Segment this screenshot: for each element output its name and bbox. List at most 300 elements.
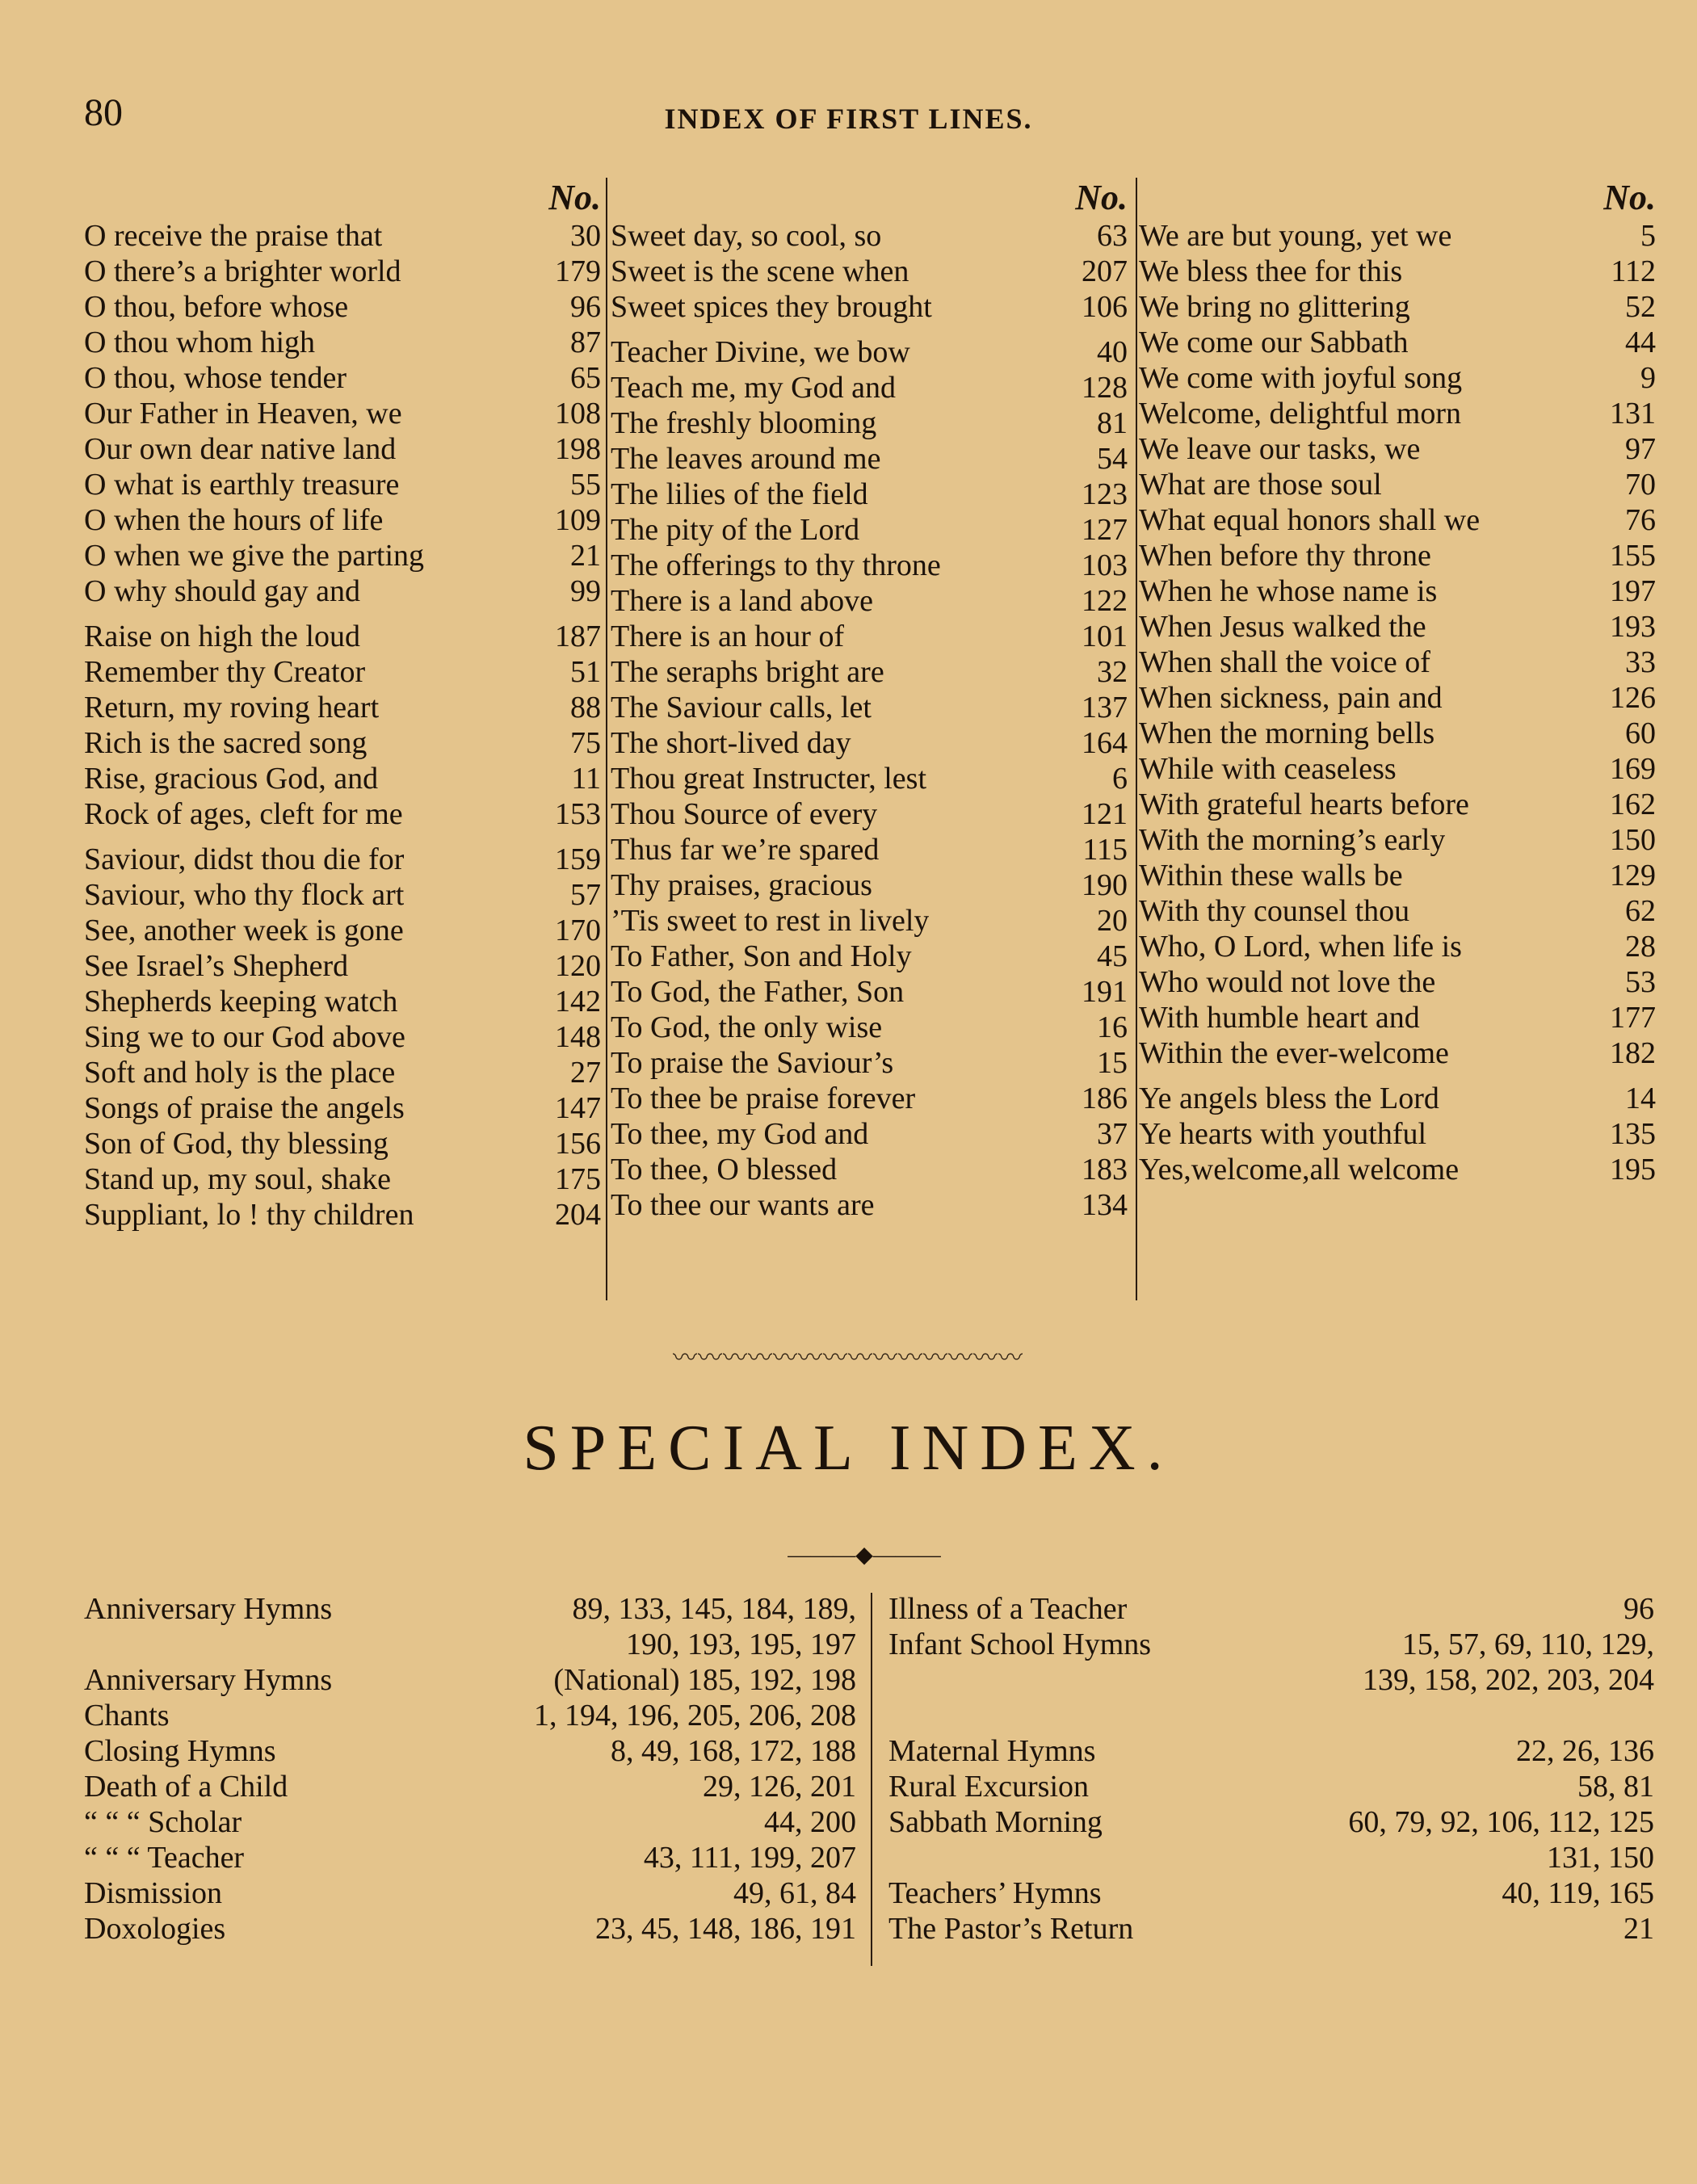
- first-line: O when the hours of life: [84, 503, 384, 537]
- hymn-number: 175: [555, 1162, 601, 1196]
- first-line: When sickness, pain and: [1139, 681, 1443, 715]
- hymn-number: 52: [1625, 290, 1656, 324]
- letter-group-gap: [611, 325, 1128, 334]
- hymn-number: 76: [1625, 503, 1656, 537]
- special-index-entry: [888, 1769, 1654, 1804]
- hymn-number: 57: [570, 878, 601, 912]
- first-line: We leave our tasks, we: [1139, 432, 1421, 466]
- index-entry: [611, 690, 1128, 725]
- hymn-number: 207: [1082, 254, 1128, 288]
- hymn-number: 169: [1610, 752, 1656, 786]
- first-line: Saviour, didst thou die for: [84, 842, 405, 876]
- hymn-number: 191: [1082, 975, 1128, 1009]
- index-entry: [611, 583, 1128, 619]
- hymn-number: 156: [555, 1127, 601, 1161]
- first-line: Within these walls be: [1139, 859, 1403, 892]
- hymn-number: 88: [570, 691, 601, 724]
- hymn-numbers: 44, 200: [764, 1805, 856, 1839]
- first-line: Who, O Lord, when life is: [1139, 930, 1462, 964]
- index-entry: [84, 984, 601, 1019]
- first-line: ’Tis sweet to rest in lively: [611, 904, 930, 938]
- first-line: When the morning bells: [1139, 716, 1435, 750]
- page-number: 80: [84, 91, 123, 134]
- hymn-number: 120: [555, 949, 601, 983]
- hymn-number: 123: [1082, 477, 1128, 511]
- special-index-entry: [888, 1733, 1654, 1769]
- first-line: Ye angels bless the Lord: [1139, 1082, 1439, 1115]
- first-line: When Jesus walked the: [1139, 610, 1426, 644]
- index-entry: [84, 913, 601, 948]
- number-column-heading: No.: [1603, 178, 1656, 217]
- first-line: We bless thee for this: [1139, 254, 1403, 288]
- hymn-number: 33: [1625, 645, 1656, 679]
- first-line: We bring no glittering: [1139, 290, 1410, 324]
- hymn-number: 60: [1625, 716, 1656, 750]
- topic-label: Anniversary Hymns: [84, 1663, 333, 1697]
- index-entry: [84, 502, 601, 538]
- hymn-number: 70: [1625, 468, 1656, 502]
- index-entry: [84, 1197, 601, 1233]
- first-line: See Israel’s Shepherd: [84, 949, 349, 983]
- index-entry: [1139, 254, 1656, 289]
- hymn-numbers: 49, 61, 84: [733, 1876, 856, 1910]
- hymn-numbers: 23, 45, 148, 186, 191: [595, 1912, 856, 1946]
- first-line: When before thy throne: [1139, 539, 1431, 573]
- index-entry: [611, 441, 1128, 477]
- first-line: To Father, Son and Holy: [611, 939, 912, 973]
- first-line: With thy counsel thou: [1139, 894, 1410, 928]
- first-line: To thee, O blessed: [611, 1153, 838, 1186]
- first-line: The freshly blooming: [611, 406, 877, 440]
- special-index-entry: [888, 1911, 1654, 1947]
- index-entry: [84, 796, 601, 832]
- first-line: To God, the only wise: [611, 1010, 883, 1044]
- number-column-heading: No.: [548, 178, 601, 217]
- first-line: There is an hour of: [611, 620, 845, 653]
- first-line: While with ceaseless: [1139, 752, 1397, 786]
- hymn-number: 54: [1097, 442, 1128, 476]
- hymn-number: 30: [570, 219, 601, 253]
- first-line: Sweet day, so cool, so: [611, 219, 882, 253]
- special-index-entry: [84, 1733, 856, 1769]
- first-line: Our own dear native land: [84, 432, 397, 466]
- index-entry: [84, 690, 601, 725]
- hymn-number: 155: [1610, 539, 1656, 573]
- hymn-number: 14: [1625, 1082, 1656, 1115]
- hymn-number: 65: [570, 361, 601, 395]
- hymn-number: 101: [1082, 620, 1128, 653]
- index-entry: [611, 974, 1128, 1010]
- first-line: Teach me, my God and: [611, 371, 896, 405]
- first-line: Suppliant, lo ! thy children: [84, 1198, 414, 1232]
- hymn-number: 187: [555, 620, 601, 653]
- first-line: Sweet spices they brought: [611, 290, 932, 324]
- index-entry: [1139, 751, 1656, 787]
- index-entry: [1139, 1116, 1656, 1152]
- hymn-numbers: 29, 126, 201: [703, 1770, 856, 1804]
- index-entry: [84, 218, 601, 254]
- hymn-number: 159: [555, 842, 601, 876]
- hymn-numbers: 21: [1623, 1912, 1654, 1946]
- hymn-number: 63: [1097, 219, 1128, 253]
- hymn-numbers: 89, 133, 145, 184, 189, 190, 193, 195, 197: [572, 1592, 856, 1661]
- first-line: To thee our wants are: [611, 1188, 875, 1222]
- index-entry: [84, 948, 601, 984]
- first-line: Shepherds keeping watch: [84, 985, 398, 1018]
- hymn-number: 11: [571, 762, 601, 796]
- first-line: Our Father in Heaven, we: [84, 397, 402, 430]
- first-line: Ye hearts with youthful: [1139, 1117, 1427, 1151]
- first-line: Within the ever-welcome: [1139, 1036, 1449, 1070]
- hymn-number: 27: [570, 1056, 601, 1090]
- first-line: Sweet is the scene when: [611, 254, 909, 288]
- special-index-entry: [84, 1662, 856, 1698]
- topic-label: The Pastor’s Return: [888, 1912, 1134, 1946]
- first-line: O why should gay and: [84, 574, 360, 608]
- number-column-heading: No.: [1075, 178, 1128, 217]
- first-line: What are those soul: [1139, 468, 1382, 502]
- hymn-number: 28: [1625, 930, 1656, 964]
- index-entry: [1139, 289, 1656, 325]
- index-entry: [84, 1090, 601, 1126]
- running-header: INDEX OF FIRST LINES.: [664, 103, 1033, 135]
- first-line: The short-lived day: [611, 726, 851, 760]
- first-line: Raise on high the loud: [84, 620, 360, 653]
- index-entry: [1139, 1000, 1656, 1035]
- first-line: With the morning’s early: [1139, 823, 1446, 857]
- index-entry: [611, 654, 1128, 690]
- first-line: Thy praises, gracious: [611, 868, 872, 902]
- hymn-number: 135: [1610, 1117, 1656, 1151]
- index-entry: [84, 573, 601, 609]
- first-line: What equal honors shall we: [1139, 503, 1481, 537]
- first-line: The seraphs bright are: [611, 655, 884, 689]
- first-line: Saviour, who thy flock art: [84, 878, 405, 912]
- first-line: To thee, my God and: [611, 1117, 869, 1151]
- first-line: O there’s a brighter world: [84, 254, 401, 288]
- index-column-w-to-y: [1139, 178, 1656, 1187]
- hymn-number: 37: [1097, 1117, 1128, 1151]
- index-entry: [1139, 467, 1656, 502]
- first-line: Songs of praise the angels: [84, 1091, 405, 1125]
- first-line: Thou great Instructer, lest: [611, 762, 927, 796]
- topic-label: Chants: [84, 1699, 170, 1732]
- index-entry: [84, 654, 601, 690]
- first-line: To thee be praise forever: [611, 1082, 916, 1115]
- special-index-entry: [888, 1804, 1654, 1875]
- first-line: Son of God, thy blessing: [84, 1127, 389, 1161]
- hymn-numbers: 8, 49, 168, 172, 188: [611, 1734, 856, 1768]
- index-entry: [1139, 609, 1656, 645]
- index-entry: [84, 254, 601, 289]
- hymn-numbers: (National) 185, 192, 198: [553, 1663, 856, 1697]
- hymn-number: 121: [1082, 797, 1128, 831]
- hymn-numbers: 22, 26, 136: [1516, 1734, 1654, 1768]
- topic-label: Illness of a Teacher: [888, 1592, 1128, 1626]
- hymn-number: 197: [1610, 574, 1656, 608]
- index-entry: [1139, 1081, 1656, 1116]
- first-line: We come with joyful song: [1139, 361, 1463, 395]
- first-line: With grateful hearts before: [1139, 788, 1469, 821]
- first-line: Teacher Divine, we bow: [611, 335, 910, 369]
- hymn-number: 53: [1625, 965, 1656, 999]
- hymn-number: 115: [1082, 833, 1128, 867]
- hymn-number: 182: [1610, 1036, 1656, 1070]
- hymn-number: 55: [570, 468, 601, 502]
- hymn-number: 40: [1097, 335, 1128, 369]
- topic-label: Sabbath Morning: [888, 1805, 1103, 1839]
- special-index-right-column: [888, 1591, 1654, 1947]
- hymn-numbers: 15, 57, 69, 110, 129, 139, 158, 202, 203, 204: [1363, 1628, 1654, 1697]
- first-line: O when we give the parting: [84, 539, 425, 573]
- hymn-numbers: 1, 194, 196, 205, 206, 208: [534, 1699, 856, 1732]
- index-entry: [611, 1152, 1128, 1187]
- first-line: Welcome, delightful morn: [1139, 397, 1461, 430]
- index-entry: [1139, 502, 1656, 538]
- first-line: Thou Source of every: [611, 797, 878, 831]
- special-index-entry: [888, 1875, 1654, 1911]
- hymn-number: 177: [1610, 1001, 1656, 1035]
- first-line: The offerings to thy throne: [611, 548, 941, 582]
- topic-label: Infant School Hymns: [888, 1628, 1152, 1661]
- first-line: The pity of the Lord: [611, 513, 860, 547]
- title-rule-ornament: ———◆———: [788, 1543, 941, 1568]
- hymn-number: 21: [570, 539, 601, 573]
- first-line: Yes,welcome,all welcome: [1139, 1153, 1460, 1186]
- topic-label: “ “ “ Teacher: [84, 1841, 245, 1875]
- special-index-entry: [84, 1875, 856, 1911]
- first-line: Soft and holy is the place: [84, 1056, 396, 1090]
- index-entry: [84, 725, 601, 761]
- hymn-number: 32: [1097, 655, 1128, 689]
- index-entry: [1139, 680, 1656, 716]
- first-line: Return, my roving heart: [84, 691, 380, 724]
- spacer: [888, 1698, 1654, 1733]
- index-entry: [84, 1161, 601, 1197]
- index-entry: [1139, 645, 1656, 680]
- hymn-number: 44: [1625, 326, 1656, 359]
- index-entry: [611, 725, 1128, 761]
- hymn-number: 126: [1610, 681, 1656, 715]
- hymn-number: 62: [1625, 894, 1656, 928]
- index-entry: [611, 761, 1128, 796]
- hymn-number: 148: [555, 1020, 601, 1054]
- hymn-number: 198: [555, 432, 601, 466]
- index-entry: [611, 1010, 1128, 1045]
- index-entry: [611, 370, 1128, 405]
- first-line: O what is earthly treasure: [84, 468, 400, 502]
- index-entry: [1139, 893, 1656, 929]
- first-line: When he whose name is: [1139, 574, 1438, 608]
- hymn-number: 170: [555, 914, 601, 947]
- first-line: O thou whom high: [84, 326, 316, 359]
- topic-label: Doxologies: [84, 1912, 226, 1946]
- index-entry: [611, 1081, 1128, 1116]
- special-index-entry: [84, 1911, 856, 1947]
- first-line: To God, the Father, Son: [611, 975, 905, 1009]
- special-index-entry: [888, 1627, 1654, 1698]
- hymn-number: 179: [555, 254, 601, 288]
- letter-group-gap: [84, 609, 601, 619]
- hymn-number: 162: [1610, 788, 1656, 821]
- topic-label: Dismission: [84, 1876, 223, 1910]
- index-entry: [611, 867, 1128, 903]
- letter-group-gap: [1139, 1071, 1656, 1081]
- hymn-numbers: 58, 81: [1577, 1770, 1654, 1804]
- index-entry: [1139, 218, 1656, 254]
- index-entry: [611, 218, 1128, 254]
- hymn-number: 129: [1610, 859, 1656, 892]
- topic-label: Death of a Child: [84, 1770, 288, 1804]
- index-entry: [611, 254, 1128, 289]
- index-entry: [611, 939, 1128, 974]
- first-line: Stand up, my soul, shake: [84, 1162, 391, 1196]
- index-entry: [611, 512, 1128, 548]
- letter-group-gap: [84, 832, 601, 842]
- index-entry: [611, 903, 1128, 939]
- first-line: See, another week is gone: [84, 914, 404, 947]
- index-entry: [1139, 360, 1656, 396]
- index-column-s-to-t: [611, 178, 1128, 1223]
- hymn-number: 6: [1112, 762, 1128, 796]
- index-entry: [611, 796, 1128, 832]
- index-entry: [611, 289, 1128, 325]
- column-divider: [606, 178, 607, 1300]
- index-entry: [611, 832, 1128, 867]
- hymn-number: 128: [1082, 371, 1128, 405]
- column-divider: [1136, 178, 1137, 1300]
- topic-label: Maternal Hymns: [888, 1734, 1096, 1768]
- hymn-number: 16: [1097, 1010, 1128, 1044]
- index-entry: [84, 289, 601, 325]
- hymn-number: 137: [1082, 691, 1128, 724]
- index-entry: [84, 360, 601, 396]
- hymn-number: 183: [1082, 1153, 1128, 1186]
- special-index-entry: [84, 1769, 856, 1804]
- special-index-entry: [84, 1840, 856, 1875]
- hymn-number: 106: [1082, 290, 1128, 324]
- hymn-numbers: 96: [1623, 1592, 1654, 1626]
- hymn-numbers: 60, 79, 92, 106, 112, 125 131, 150: [1348, 1805, 1654, 1875]
- hymn-number: 131: [1610, 397, 1656, 430]
- hymn-numbers: 40, 119, 165: [1502, 1876, 1654, 1910]
- ornamental-divider: 〰〰〰〰〰〰〰〰〰〰〰〰〰〰: [673, 1345, 1023, 1371]
- first-line: The leaves around me: [611, 442, 881, 476]
- index-entry: [84, 842, 601, 877]
- index-entry: [611, 548, 1128, 583]
- index-entry: [1139, 787, 1656, 822]
- index-entry: [1139, 396, 1656, 431]
- index-entry: [611, 619, 1128, 654]
- first-line: When shall the voice of: [1139, 645, 1430, 679]
- index-column-o-to-s: [84, 178, 601, 1233]
- index-entry: [1139, 822, 1656, 858]
- special-index-entry: [888, 1591, 1654, 1627]
- first-line: Rock of ages, cleft for me: [84, 797, 403, 831]
- topic-label: Teachers’ Hymns: [888, 1876, 1102, 1910]
- first-line: Remember thy Creator: [84, 655, 366, 689]
- first-line: Rich is the sacred song: [84, 726, 368, 760]
- first-line: Thus far we’re spared: [611, 833, 880, 867]
- hymn-number: 204: [555, 1198, 601, 1232]
- hymn-number: 153: [555, 797, 601, 831]
- first-line: Rise, gracious God, and: [84, 762, 379, 796]
- first-line: O thou, before whose: [84, 290, 349, 324]
- topic-label: “ “ “ Scholar: [84, 1805, 242, 1839]
- hymn-number: 97: [1625, 432, 1656, 466]
- index-entry: [84, 877, 601, 913]
- index-entry: [84, 431, 601, 467]
- hymn-number: 164: [1082, 726, 1128, 760]
- index-entry: [611, 477, 1128, 512]
- first-line: O thou, whose tender: [84, 361, 347, 395]
- index-entry: [611, 334, 1128, 370]
- first-line: We come our Sabbath: [1139, 326, 1409, 359]
- hymn-numbers: 43, 111, 199, 207: [643, 1841, 856, 1875]
- index-entry: [84, 396, 601, 431]
- first-line: With humble heart and: [1139, 1001, 1420, 1035]
- hymn-number: 99: [570, 574, 601, 608]
- index-entry: [1139, 929, 1656, 964]
- hymn-number: 112: [1611, 254, 1656, 288]
- hymn-number: 103: [1082, 548, 1128, 582]
- hymn-number: 109: [555, 503, 601, 537]
- index-entry: [84, 538, 601, 573]
- index-entry: [84, 619, 601, 654]
- special-index-entry: [84, 1698, 856, 1733]
- hymn-number: 150: [1610, 823, 1656, 857]
- first-line: We are but young, yet we: [1139, 219, 1452, 253]
- index-entry: [84, 467, 601, 502]
- hymn-number: 9: [1640, 361, 1656, 395]
- first-line: O receive the praise that: [84, 219, 383, 253]
- first-line: There is a land above: [611, 584, 873, 618]
- hymn-number: 147: [555, 1091, 601, 1125]
- index-entry: [1139, 538, 1656, 573]
- index-entry: [611, 1187, 1128, 1223]
- hymn-number: 87: [570, 326, 601, 359]
- index-entry: [1139, 964, 1656, 1000]
- index-entry: [84, 761, 601, 796]
- hymn-number: 75: [570, 726, 601, 760]
- special-index-entry: [84, 1591, 856, 1662]
- special-index-title: SPECIAL INDEX.: [523, 1413, 1174, 1484]
- topic-label: Rural Excursion: [888, 1770, 1090, 1804]
- hymn-number: 96: [570, 290, 601, 324]
- first-line: Sing we to our God above: [84, 1020, 405, 1054]
- index-entry: [84, 1019, 601, 1055]
- first-line: The Saviour calls, let: [611, 691, 872, 724]
- hymn-number: 127: [1082, 513, 1128, 547]
- hymn-number: 15: [1097, 1046, 1128, 1080]
- hymn-number: 186: [1082, 1082, 1128, 1115]
- hymn-number: 134: [1082, 1188, 1128, 1222]
- index-entry: [1139, 431, 1656, 467]
- hymn-number: 195: [1610, 1153, 1656, 1186]
- hymn-number: 190: [1082, 868, 1128, 902]
- first-line: Who would not love the: [1139, 965, 1436, 999]
- index-entry: [1139, 573, 1656, 609]
- index-entry: [611, 405, 1128, 441]
- index-entry: [84, 1055, 601, 1090]
- hymn-number: 20: [1097, 904, 1128, 938]
- hymn-number: 5: [1640, 219, 1656, 253]
- hymn-number: 51: [570, 655, 601, 689]
- index-entry: [84, 325, 601, 360]
- index-entry: [1139, 1152, 1656, 1187]
- index-entry: [1139, 858, 1656, 893]
- first-line: The lilies of the field: [611, 477, 868, 511]
